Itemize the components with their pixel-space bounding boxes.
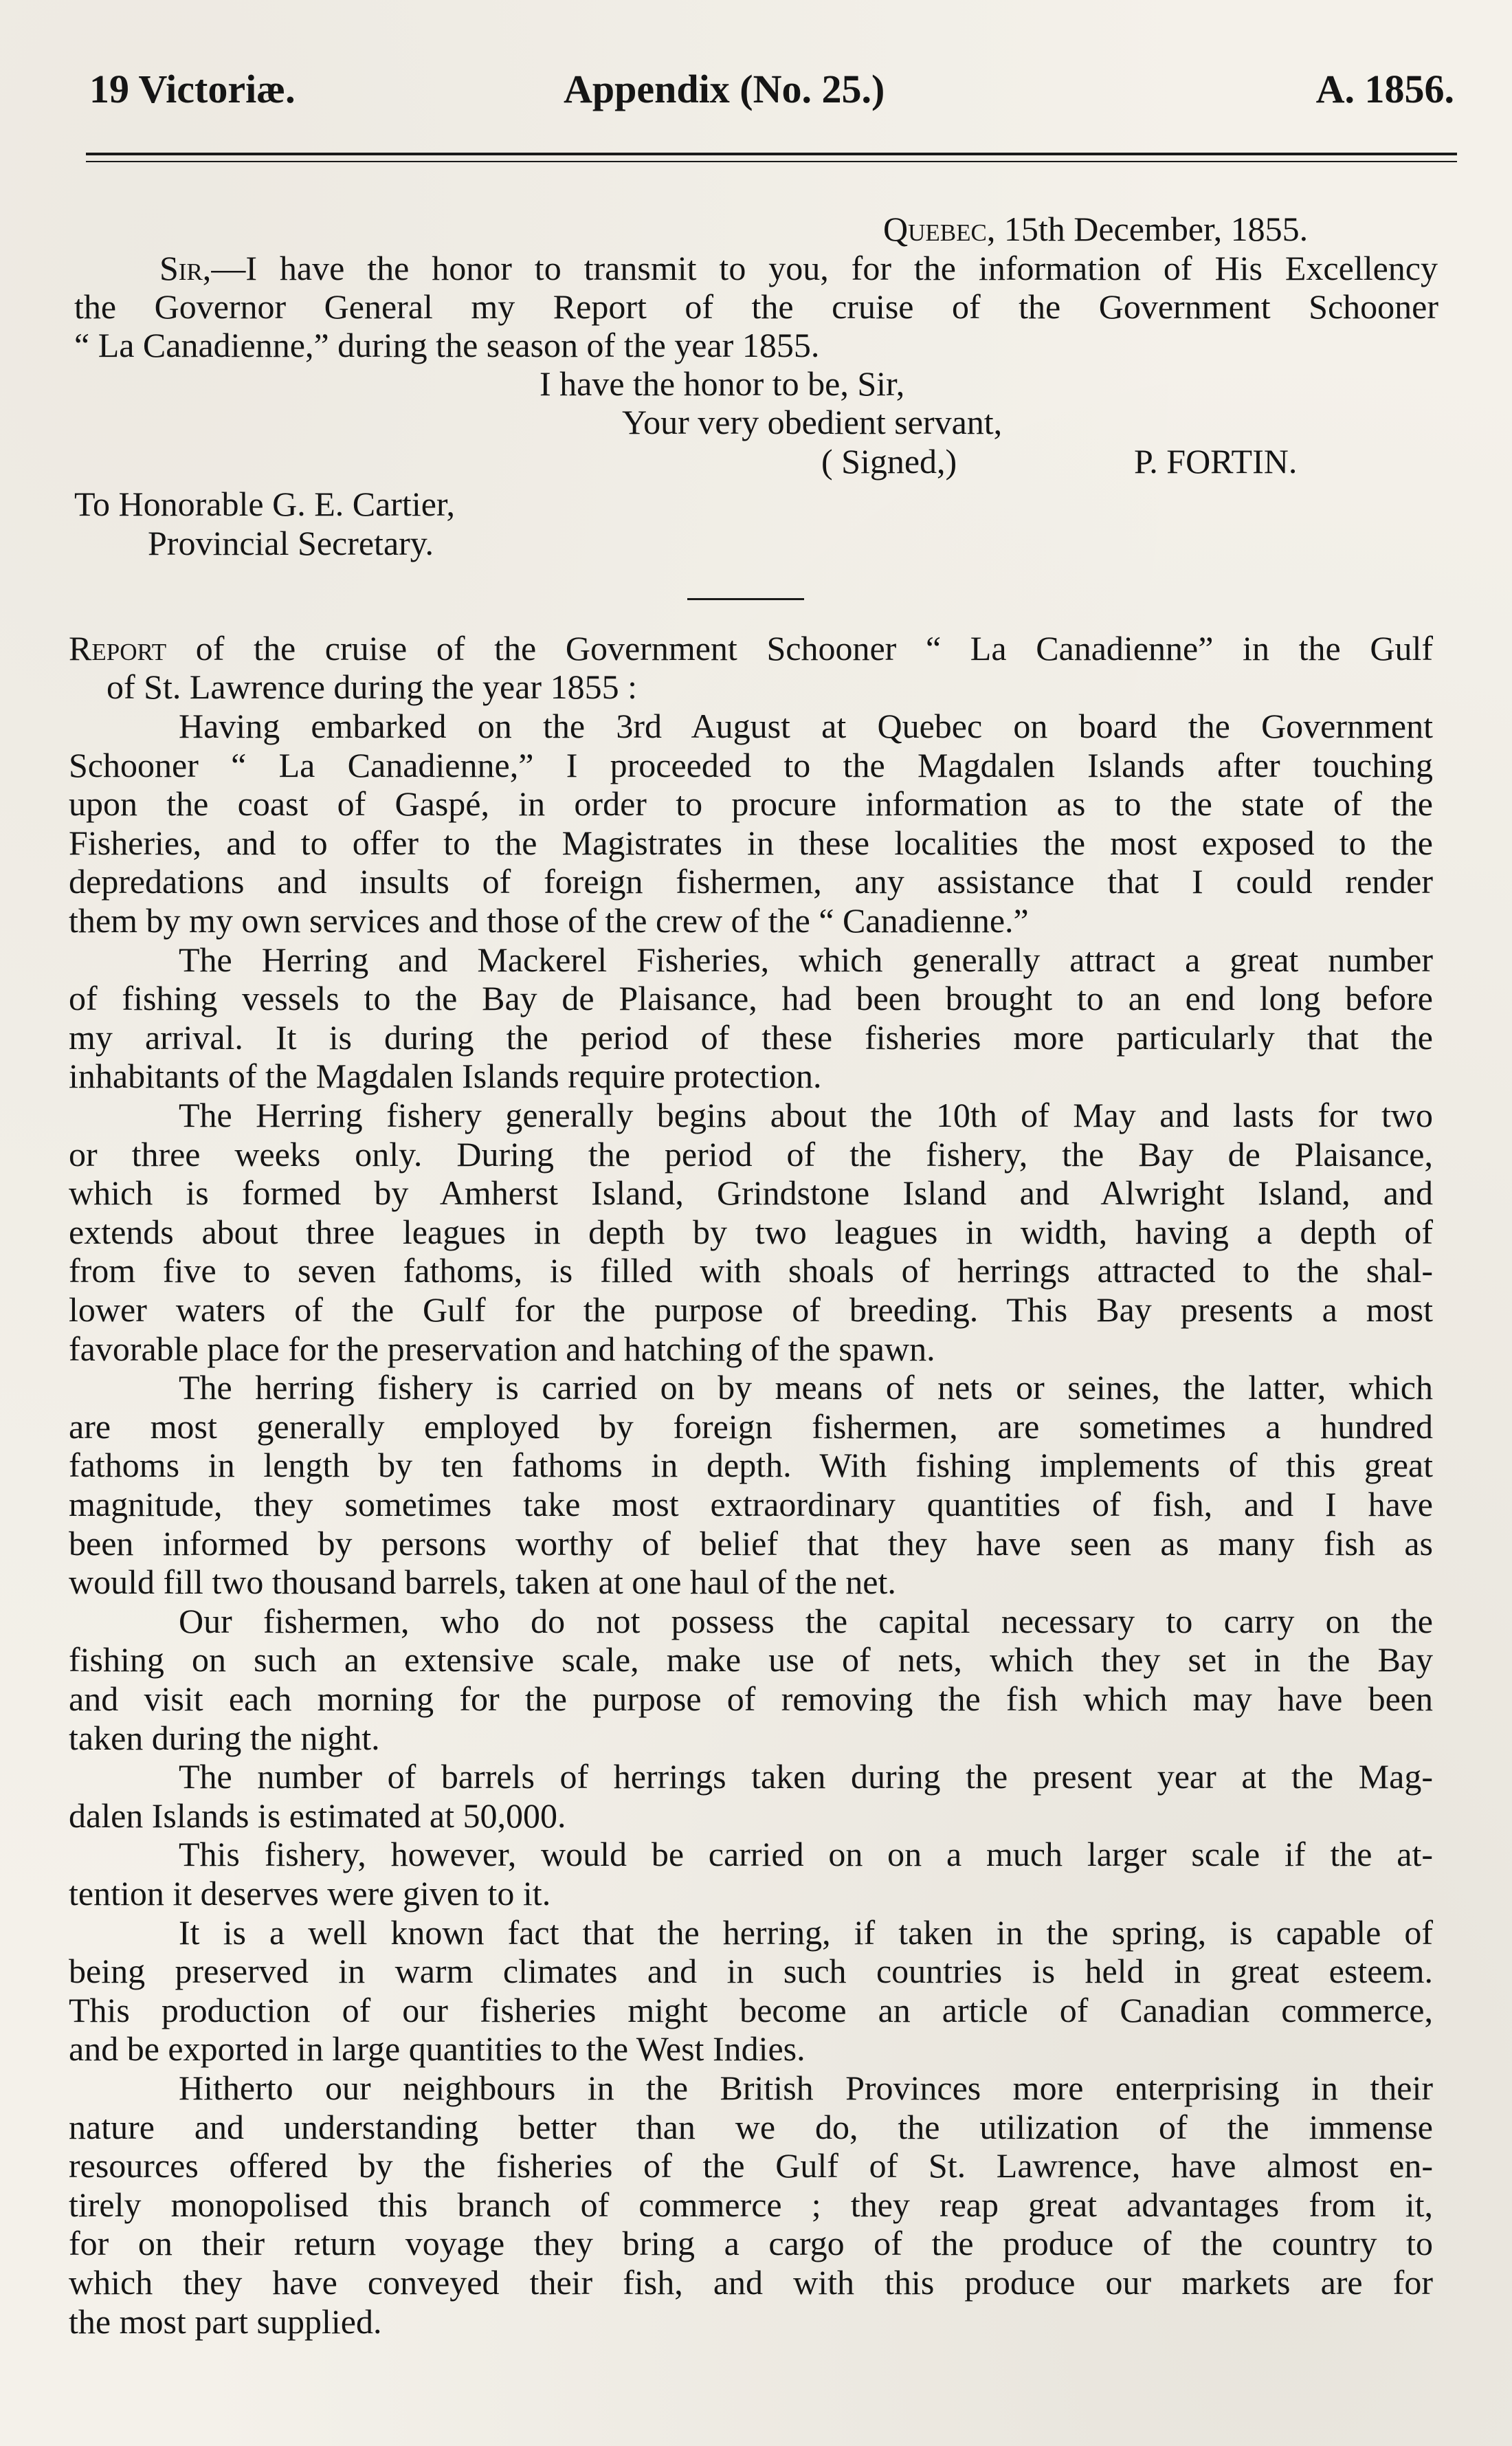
- report-line: magnitude, they sometimes take most extraordinary quantities of fish, and I have: [69, 1485, 1433, 1523]
- report-line: or three weeks only. During the period of the fishery, the Bay de Plaisance,: [69, 1135, 1433, 1174]
- letter-line-1: Sir,—I have the honor to transmit to you, for the information of His Excellency: [159, 249, 1438, 287]
- dateline-place: Quebec,: [883, 210, 996, 248]
- report-line: upon the coast of Gaspé, in order to procure information as to the state of the: [69, 784, 1433, 823]
- report-line: been informed by persons worthy of belief that they have seen as many fish as: [69, 1524, 1433, 1563]
- report-line: of fishing vessels to the Bay de Plaisance, had been brought to an end long before: [69, 979, 1433, 1017]
- report-heading: Report of the cruise of the Government Schooner “ La Canadienne” in the Gulf: [69, 629, 1433, 668]
- letter-signed: ( Signed,): [821, 442, 957, 481]
- report-line: It is a well known fact that the herring, if taken in the spring, is capable of: [179, 1913, 1433, 1952]
- report-line: This fishery, however, would be carried on on a much larger scale if the at-: [179, 1835, 1433, 1873]
- report-line: favorable place for the preservation and hatching of the spawn.: [69, 1330, 935, 1368]
- report-line: the most part supplied.: [69, 2302, 382, 2341]
- report-line: fishing on such an extensive scale, make use of nets, which they set in the Bay: [69, 1640, 1433, 1679]
- header-year: A. 1856.: [1315, 67, 1454, 111]
- letter-line-2: the Governor General my Report of the cruise of the Government Schooner: [74, 287, 1438, 326]
- letter-line-3: “ La Canadienne,” during the season of the year 1855.: [74, 326, 820, 364]
- report-line: taken during the night.: [69, 1719, 380, 1757]
- report-line: from five to seven fathoms, is filled with shoals of herrings attracted to the shal-: [69, 1251, 1433, 1290]
- letter-addressee-2: Provincial Secretary.: [148, 524, 434, 562]
- report-line: nature and understanding better than we do, the utilization of the immense: [69, 2108, 1433, 2146]
- header-rule: [86, 153, 1457, 155]
- report-line: The Herring fishery generally begins about the 10th of May and lasts for two: [179, 1096, 1433, 1134]
- letter-signature: P. FORTIN.: [1134, 442, 1298, 481]
- report-line: tirely monopolised this branch of commerce ; they reap great advantages from it,: [69, 2185, 1433, 2224]
- report-line: my arrival. It is during the period of these fisheries more particularly that the: [69, 1018, 1433, 1057]
- report-heading-word: Report: [69, 629, 167, 668]
- report-line: Having embarked on the 3rd August at Quebec on board the Government: [179, 707, 1433, 745]
- letter-closing-2: Your very obedient servant,: [622, 403, 1003, 441]
- letter-closing-1: I have the honor to be, Sir,: [540, 364, 905, 403]
- header-session: 19 Victoriæ.: [89, 67, 296, 111]
- report-line: Hitherto our neighbours in the British Provinces more enterprising in their: [179, 2069, 1433, 2107]
- report-line: This production of our fisheries might become an article of Canadian commerce,: [69, 1991, 1433, 2029]
- report-line: would fill two thousand barrels, taken at one haul of the net.: [69, 1563, 896, 1601]
- dateline-date: 15th December, 1855.: [1003, 210, 1309, 248]
- report-line: fathoms in length by ten fathoms in depth. With fishing implements of this great: [69, 1446, 1433, 1484]
- report-line: which is formed by Amherst Island, Grindstone Island and Alwright Island, and: [69, 1174, 1433, 1212]
- section-divider: [687, 598, 804, 600]
- report-line: The Herring and Mackerel Fisheries, which generally attract a great number: [179, 940, 1433, 979]
- report-line: are most generally employed by foreign fishermen, are sometimes a hundred: [69, 1407, 1433, 1446]
- report-line: tention it deserves were given to it.: [69, 1874, 551, 1913]
- report-line: Our fishermen, who do not possess the capital necessary to carry on the: [179, 1602, 1433, 1640]
- letter-addressee-1: To Honorable G. E. Cartier,: [74, 485, 456, 523]
- report-line: and visit each morning for the purpose of removing the fish which may have been: [69, 1679, 1433, 1718]
- report-line: The herring fishery is carried on by means of nets or seines, the latter, which: [179, 1368, 1433, 1407]
- report-line: and be exported in large quantities to the West Indies.: [69, 2029, 805, 2068]
- report-line: them by my own services and those of the crew of the “ Canadienne.”: [69, 901, 1029, 940]
- report-line: depredations and insults of foreign fishermen, any assistance that I could render: [69, 862, 1433, 901]
- report-line: The number of barrels of herrings taken during the present year at the Mag-: [179, 1757, 1433, 1796]
- letter-dateline: [883, 210, 1308, 248]
- report-line: resources offered by the fisheries of the Gulf of St. Lawrence, have almost en-: [69, 2146, 1433, 2185]
- report-line: extends about three leagues in depth by two leagues in width, having a depth of: [69, 1213, 1433, 1251]
- report-line: lower waters of the Gulf for the purpose of breeding. This Bay presents a most: [69, 1290, 1433, 1329]
- report-line: Fisheries, and to offer to the Magistrates in these localities the most exposed to the: [69, 824, 1433, 862]
- report-line: Schooner “ La Canadienne,” I proceeded to the Magdalen Islands after touching: [69, 746, 1433, 784]
- page-header: [69, 66, 1457, 128]
- header-rule-thin: [86, 161, 1457, 162]
- report-line: for on their return voyage they bring a cargo of the produce of the country to: [69, 2224, 1433, 2262]
- report-line: dalen Islands is estimated at 50,000.: [69, 1796, 566, 1835]
- salutation: Sir,: [159, 249, 212, 287]
- report-line: being preserved in warm climates and in such countries is held in great esteem.: [69, 1952, 1433, 1990]
- report-heading-line-2: of St. Lawrence during the year 1855 :: [107, 668, 637, 706]
- report-line: which they have conveyed their fish, and with this produce our markets are for: [69, 2263, 1433, 2302]
- report-line: inhabitants of the Magdalen Islands require protection.: [69, 1057, 822, 1095]
- header-appendix: Appendix (No. 25.): [564, 67, 885, 111]
